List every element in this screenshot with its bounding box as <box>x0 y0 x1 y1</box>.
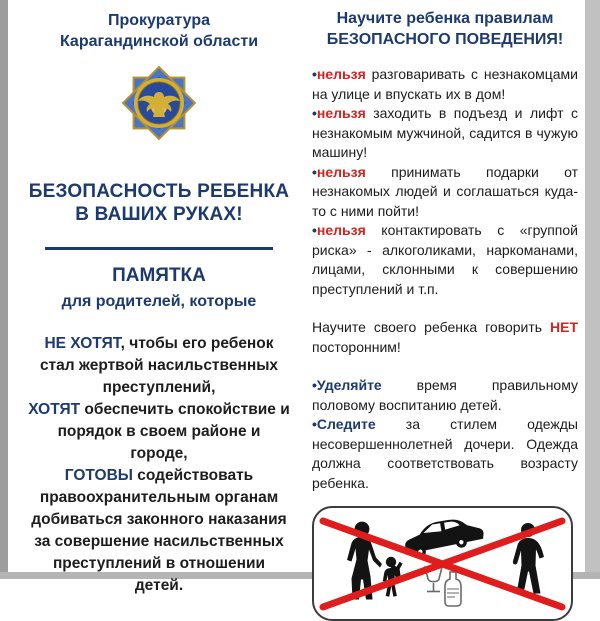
rules-title-line1: Научите ребенка правилам <box>336 10 554 27</box>
advice-lead: Следите <box>316 416 376 432</box>
rule-lead: нельзя <box>316 163 366 180</box>
advice-text: за стилем одежды несовершеннолетней дочери. Одежда должна соответствовать возрасту ребенка. <box>312 416 578 491</box>
say-no-after: посторонним! <box>312 338 401 355</box>
say-no-paragraph <box>312 318 578 357</box>
org-name-line2: Карагандинской области <box>59 33 259 50</box>
prohibition-image <box>312 506 573 621</box>
page-edge-left <box>0 0 8 579</box>
org-name <box>14 10 304 52</box>
main-title-line2: В ВАШИХ РУКАХ! <box>75 204 243 225</box>
rule-text: принимать подарки от незнакомых людей и соглашаться куда-то с ними пойти! <box>312 163 578 219</box>
parent-statements <box>28 333 290 597</box>
rules-title <box>312 8 578 50</box>
bullet-icon: • <box>312 66 317 82</box>
statement-text: содействовать правоохранительным органам добиваться законного наказания за совершение насильственных преступлений в отношении детей. <box>31 467 287 594</box>
rule-item <box>312 221 578 299</box>
say-no-before: Научите своего ребенка говорить <box>312 319 550 335</box>
rule-item <box>312 65 578 104</box>
bullet-icon: • <box>312 222 317 238</box>
rule-item <box>312 163 578 222</box>
bullet-icon: • <box>312 105 317 121</box>
emblem-wrap <box>14 62 304 144</box>
rules-list <box>312 65 578 299</box>
advice-lead: Уделяйте <box>316 377 382 393</box>
rule-text: разговаривать с незнакомцами на улице и впускать их в дом! <box>312 66 578 102</box>
statement-lead: ГОТОВЫ <box>64 467 133 484</box>
statement-item <box>28 333 290 399</box>
main-title <box>14 180 304 226</box>
memo-title: ПАМЯТКА <box>112 265 206 286</box>
bullet-icon: • <box>312 416 317 432</box>
advice-item <box>312 376 578 415</box>
rule-text: заходить в подъезд и лифт с незнакомым мужчиной, садится в чужую машину! <box>312 105 578 160</box>
advice-list <box>312 376 578 493</box>
memo-subtitle: для родителей, которые <box>61 293 257 310</box>
statement-text: обеспечить спокойствие и порядок в своем районе и городе, <box>57 401 290 462</box>
bullet-icon: • <box>312 163 317 180</box>
rules-title-line2: БЕЗОПАСНОГО ПОВЕДЕНИЯ! <box>326 31 564 48</box>
main-title-line1: БЕЗОПАСНОСТЬ РЕБЕНКА <box>28 181 290 202</box>
prohibition-pictograms <box>314 508 571 619</box>
rule-lead: нельзя <box>316 105 366 121</box>
statement-text: , чтобы его ребенок стал жертвой насильственных преступлений, <box>39 335 279 396</box>
rule-lead: нельзя <box>316 66 366 82</box>
prosecutor-emblem-icon <box>118 62 200 144</box>
rule-text: контактировать с «группой риска» - алкоголиками, наркоманами, лицами, склонными к совершению преступлений и т.п. <box>312 222 578 297</box>
advice-item <box>312 415 578 493</box>
statement-lead: НЕ ХОТЯТ <box>44 335 121 352</box>
org-name-line1: Прокуратура <box>107 12 210 29</box>
page-edge-right <box>585 0 600 579</box>
say-no-highlight: НЕТ <box>550 319 578 335</box>
statement-lead: ХОТЯТ <box>28 401 81 418</box>
wine-glass-bottle-icon <box>425 567 461 606</box>
left-column <box>14 10 304 597</box>
advice-text: время правильному половому воспитанию детей. <box>312 377 578 413</box>
statement-item <box>28 465 290 597</box>
right-column <box>312 8 578 621</box>
rule-item <box>312 104 578 163</box>
rule-lead: нельзя <box>316 222 366 238</box>
statement-item <box>28 399 290 465</box>
divider-line <box>45 247 273 250</box>
bullet-icon: • <box>312 377 317 393</box>
